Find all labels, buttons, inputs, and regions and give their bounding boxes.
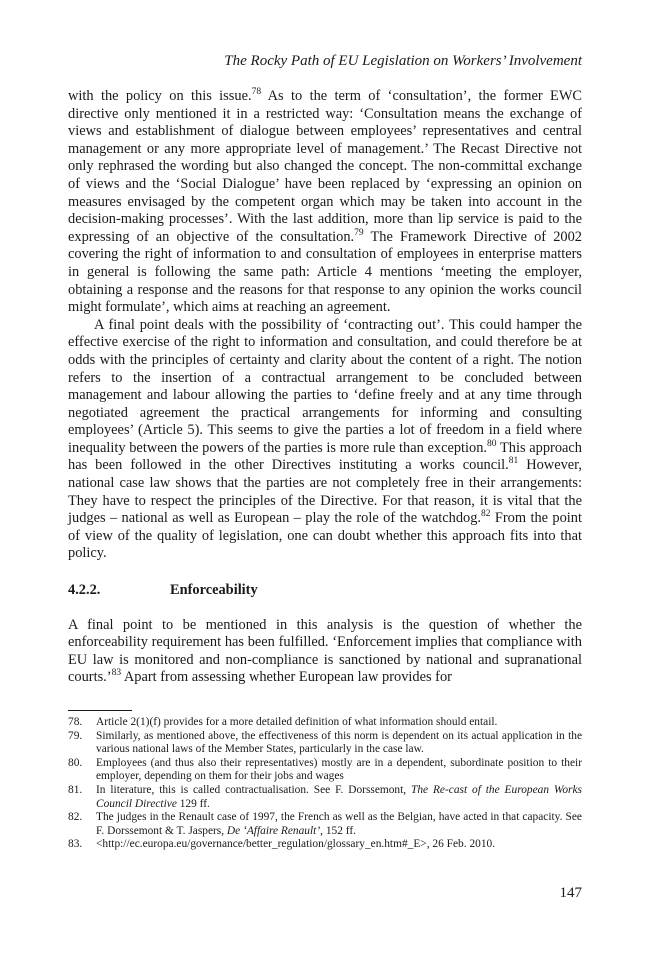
footnote-number: 83. [68, 838, 83, 851]
footnote-number: 79. [68, 729, 83, 742]
footnote-reference: 81 [508, 456, 519, 467]
text-run: 129 ff. [176, 797, 210, 810]
footnote-reference: 82 [481, 509, 491, 520]
footnote-text [96, 811, 582, 838]
footnote-text [96, 757, 582, 784]
footnote-reference: 80 [487, 439, 497, 450]
section-heading [68, 582, 582, 600]
text-run: In literature, this is called contractualisation. See F. Dorssemont, [96, 783, 412, 796]
italic-title: The Re-cast of the European Works Council Directive [96, 783, 582, 810]
footnote-reference: 83 [111, 668, 122, 679]
text-run: Employees (and thus also their representatives) mostly are in a dependent, subordinate position to their employer, depending on them for their jobs and wages [96, 756, 582, 783]
paragraphs-before-heading [68, 88, 582, 563]
text-run: From the point of view of the quality of legislation, one can doubt whether this approach fits into that policy. [68, 510, 582, 562]
text-run: , 152 ff. [320, 824, 356, 837]
section-title: Enforceability [170, 582, 258, 599]
page-number: 147 [559, 885, 582, 901]
text-run: Apart from assessing whether European law provides for [121, 669, 452, 686]
footnote-text [96, 730, 582, 757]
footnote [68, 757, 582, 784]
footnote [68, 716, 582, 730]
text-run: A final point to be mentioned in this analysis is the question of whether the enforceability requirement has been fulfilled. ‘Enforcement implies that compliance with EU law is monitored and non-compliance is sanctioned by national and supranational courts.’ [68, 616, 582, 686]
italic-title: De ‘Affaire Renault’ [226, 824, 321, 837]
footnotes [68, 716, 582, 852]
text-run: Article 2(1)(f) provides for a more detailed definition of what information should entail. [96, 716, 498, 728]
footnote-number: 80. [68, 756, 83, 769]
footnote [68, 730, 582, 757]
text-run: Similarly, as mentioned above, the effectiveness of this norm is dependent on its actual application in the various national laws of the Member States, particularly in the case law. [96, 729, 582, 756]
paragraphs-after-heading [68, 617, 582, 687]
paragraph [68, 617, 582, 687]
footnote-text [96, 838, 582, 852]
text-run: <http://ec.europa.eu/governance/better_regulation/glossary_en.htm#_E>, 26 Feb. 2010. [96, 838, 496, 851]
footnote [68, 784, 582, 811]
footnote-text [96, 784, 582, 811]
body-text [68, 88, 582, 687]
footnote-text [96, 716, 582, 730]
footnote-reference: 78 [251, 87, 262, 98]
text-run: A final point deals with the possibility of ‘contracting out’. This could hamper the effective exercise of the right to information and consultation, and could therefore be at odds with the principles of certainty and clarity about the content of a right. The notion refers to the insertion of a contractual arrangement to be concluded between management and labour allowing the parties to ‘define freely and at any time through negotiated agreement the practical arrangements for informing and consulting employees’ (Article 5). This seems to give the parties a lot of freedom in a field where inequality between the powers of the parties is more rule than exception. [68, 316, 582, 456]
text-run: However, national case law shows that the parties are not completely free in their arrangements: They have to respect the principles of the Directive. For that reason, it is vital that the judges – national as well as European – play the role of the watchdog. [68, 457, 582, 527]
footnote-number: 81. [68, 783, 83, 796]
running-head: The Rocky Path of EU Legislation on Workers’ Involvement [224, 53, 582, 69]
footnote [68, 838, 582, 852]
paragraph [68, 88, 582, 317]
text-run: As to the term of ‘consultation’, the former EWC directive only mentioned it in a restricted way: ‘Consultation means the exchange of views and establishment of dialogue between employees’ representatives and central management or any more appropriate level of management.’ The Recast Directive not only rephrased the wording but also changed the concept. The non-committal exchange of views and the ‘Social Dialogue’ have been replaced by ‘expressing an opinion on measures envisaged by the competent organ which may be taken into account in the decision-making processes’. With the last addition, more than lip service is paid to the expressing of an objective of the consultation. [68, 88, 582, 245]
footnote-reference: 79 [354, 227, 364, 238]
footnote [68, 811, 582, 838]
footnote-number: 78. [68, 716, 83, 728]
section-number: 4.2.2. [68, 582, 101, 599]
paragraph [68, 317, 582, 563]
text-run: The judges in the Renault case of 1997, the French as well as the Belgian, have acted in that capacity. See F. Dorssemont & T. Jaspers, [96, 811, 582, 837]
footnote-rule [68, 710, 132, 711]
text-run: The Framework Directive of 2002 covering the right of information to and consultation of employees in enterprise matters in general is following the same path: Article 4 mentions ‘meeting the employer, obtaining a response and the reasons for that response to any opinion the works council might formulate’, which aims at reaching an agreement. [68, 228, 582, 316]
text-run: with the policy on this issue. [68, 88, 252, 104]
text-run: This approach has been followed in the other Directives instituting a works council. [68, 439, 582, 474]
footnote-number: 82. [68, 811, 83, 824]
